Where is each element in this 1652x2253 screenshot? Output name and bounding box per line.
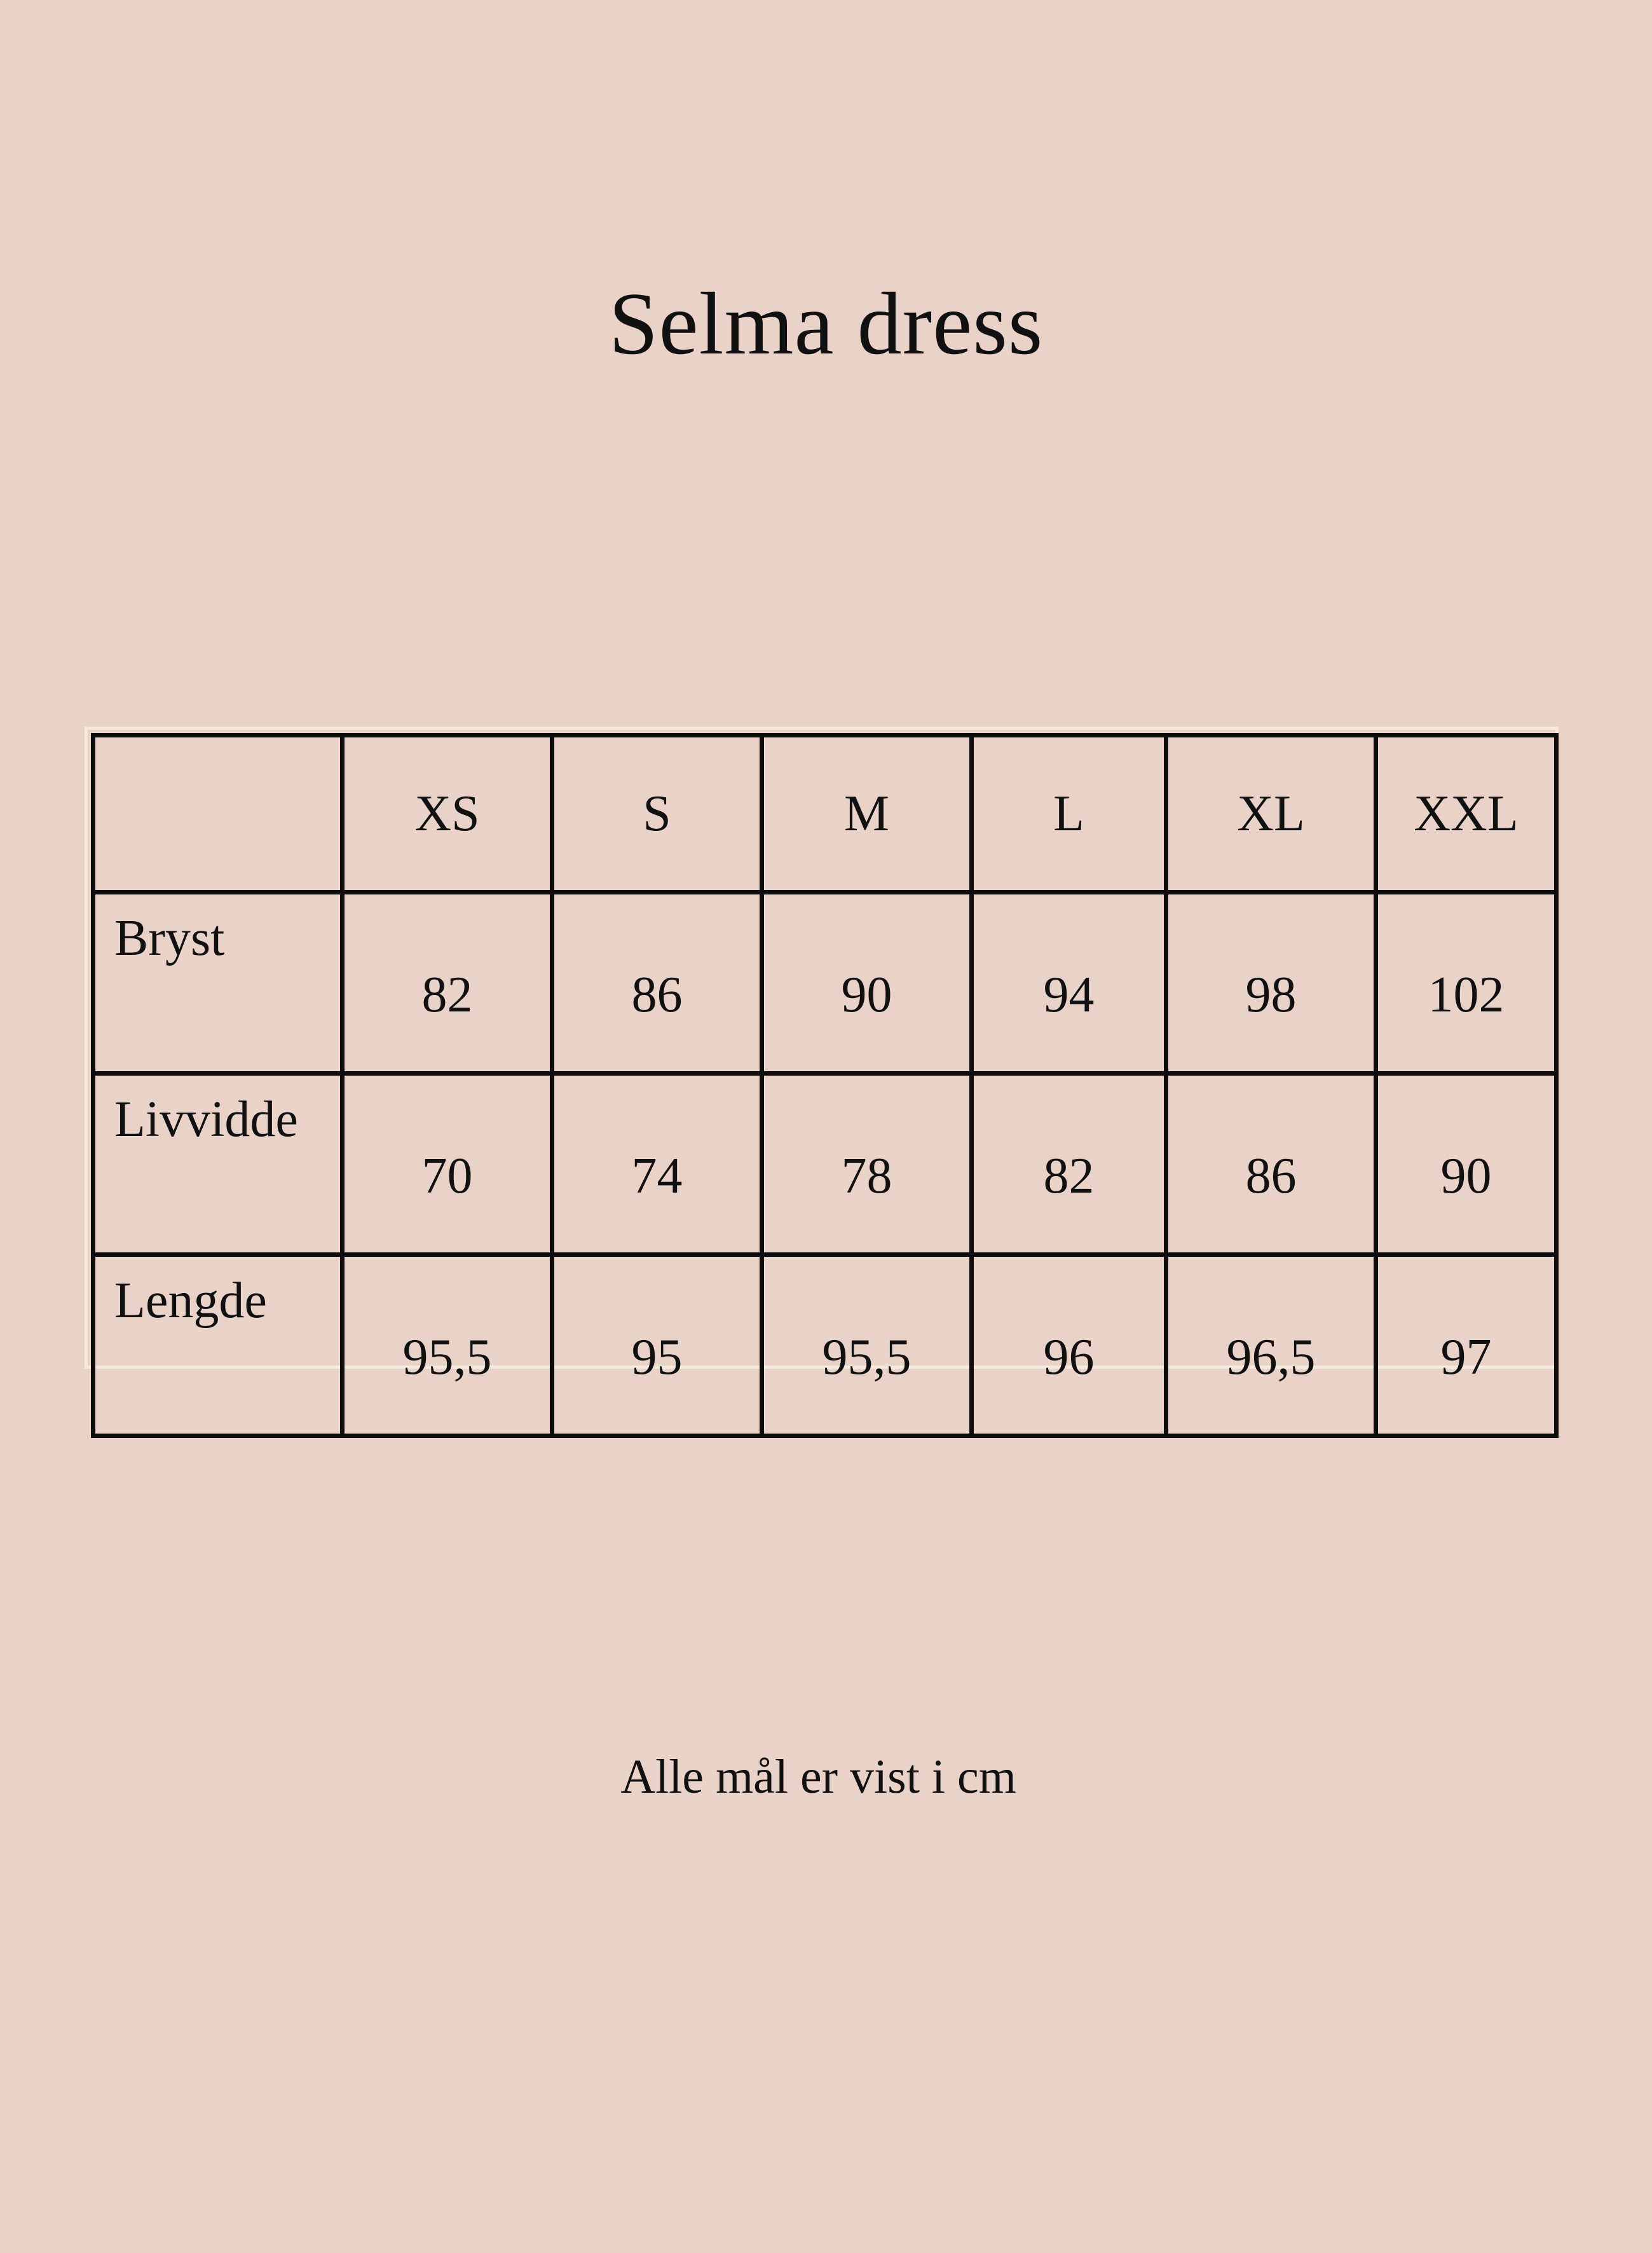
table-cell: 70 (343, 1074, 552, 1255)
table-cell: 95 (552, 1255, 762, 1436)
table-cell: 74 (552, 1074, 762, 1255)
table-cell: 82 (343, 893, 552, 1074)
row-label-bryst: Bryst (93, 893, 343, 1074)
table-cell: 97 (1376, 1255, 1557, 1436)
header-cell-empty (93, 736, 343, 893)
units-footnote: Alle mål er vist i cm (620, 1750, 1016, 1804)
row-label-lengde: Lengde (93, 1255, 343, 1436)
size-chart-table (91, 733, 1559, 1438)
table-cell: 96,5 (1166, 1255, 1376, 1436)
table-row (93, 1255, 1557, 1436)
table-row (93, 1074, 1557, 1255)
page-title: Selma dress (608, 275, 1044, 373)
table-cell: 78 (762, 1074, 972, 1255)
table-cell: 98 (1166, 893, 1376, 1074)
header-cell-m: M (762, 736, 972, 893)
table-cell: 86 (1166, 1074, 1376, 1255)
header-row (93, 736, 1557, 893)
header-cell-l: L (972, 736, 1166, 893)
header-cell-s: S (552, 736, 762, 893)
table-cell: 94 (972, 893, 1166, 1074)
table-cell: 86 (552, 893, 762, 1074)
table-cell: 96 (972, 1255, 1166, 1436)
table-cell: 90 (1376, 1074, 1557, 1255)
header-cell-xs: XS (343, 736, 552, 893)
table-cell: 102 (1376, 893, 1557, 1074)
table-row (93, 893, 1557, 1074)
table-cell: 90 (762, 893, 972, 1074)
row-label-livvidde: Livvidde (93, 1074, 343, 1255)
table-cell: 95,5 (762, 1255, 972, 1436)
header-cell-xl: XL (1166, 736, 1376, 893)
table-cell: 82 (972, 1074, 1166, 1255)
table-cell: 95,5 (343, 1255, 552, 1436)
header-cell-xxl: XXL (1376, 736, 1557, 893)
